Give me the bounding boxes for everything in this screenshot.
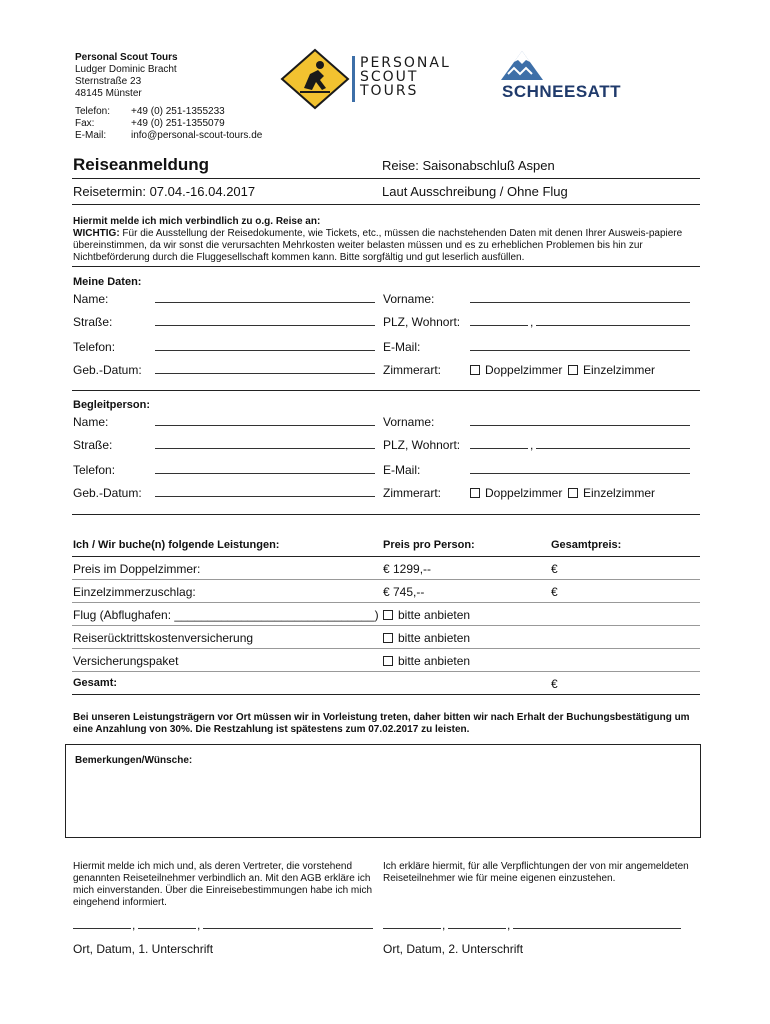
einzelzimmer-label: Einzelzimmer <box>583 363 656 377</box>
geb-datum-field[interactable] <box>155 373 375 374</box>
divider <box>72 694 700 695</box>
field-label-vorname: Vorname: <box>383 292 435 306</box>
divider <box>72 556 700 557</box>
einzelzimmer-label: Einzelzimmer <box>583 486 656 500</box>
field-label-strasse: Straße: <box>73 315 113 329</box>
begleit-wohnort-field[interactable] <box>536 448 690 449</box>
signature-right-caption: Ort, Datum, 2. Unterschrift <box>383 942 524 956</box>
gesamt-total: € <box>551 677 558 691</box>
leistung-total: € <box>551 562 558 576</box>
datum-field-2[interactable] <box>448 928 506 929</box>
einzelzimmer-checkbox[interactable] <box>568 363 655 377</box>
divider <box>72 204 700 205</box>
leistung-label-flug: Flug (Abflughafen: ______________________________) <box>73 608 379 622</box>
sig-separator: , <box>507 918 511 932</box>
mountain-icon <box>500 50 544 84</box>
paket-option-label: bitte anbieten <box>398 654 471 668</box>
versicherung-option-label: bitte anbieten <box>398 631 471 645</box>
contact-label: E-Mail: <box>75 130 107 141</box>
field-label-zimmerart: Zimmerart: <box>383 363 441 377</box>
ort-field-1[interactable] <box>73 928 131 929</box>
doppelzimmer-label: Doppelzimmer <box>485 363 563 377</box>
field-label-zimmerart: Zimmerart: <box>383 486 441 500</box>
field-label-plz: PLZ, Wohnort: <box>383 315 461 329</box>
field-label-strasse: Straße: <box>73 438 113 452</box>
divider <box>72 579 700 580</box>
leistung-label: Versicherungspaket <box>73 654 179 668</box>
name-field[interactable] <box>155 302 375 303</box>
field-label-email: E-Mail: <box>383 463 421 477</box>
signature-left-caption: Ort, Datum, 1. Unterschrift <box>73 942 214 956</box>
contact-label: Fax: <box>75 118 95 129</box>
contact-fax: +49 (0) 251-1355079 <box>131 118 225 129</box>
preis-heading: Preis pro Person: <box>383 539 475 551</box>
begleit-telefon-field[interactable] <box>155 473 375 474</box>
schneesatt-text: SCHNEESATT <box>502 82 621 101</box>
checkbox-icon[interactable] <box>568 488 578 498</box>
field-label-email: E-Mail: <box>383 340 421 354</box>
payment-note: Bei unseren Leistungsträgern vor Ort müssen wir in Vorleistung treten, daher bitten wir nach Erhalt der Buchungsbestätigung um eine Anzahlung von 30%. Die Restzahlung ist spätestens zum 07.02.2017 zu leisten. <box>73 712 690 735</box>
intro-line: Hiermit melde ich mich verbindlich zu o.g. Reise an: <box>73 216 321 227</box>
divider <box>72 514 700 515</box>
logo-text-3: TOURS <box>360 83 419 99</box>
plz-separator: , <box>530 438 534 452</box>
begleit-vorname-field[interactable] <box>470 425 690 426</box>
important-label: WICHTIG: <box>73 228 120 239</box>
scout-diamond-icon <box>280 48 350 110</box>
trip-name: Reise: Saisonabschluß Aspen <box>382 158 555 173</box>
paket-checkbox[interactable] <box>383 654 470 668</box>
remarks-box[interactable] <box>65 744 701 838</box>
gesamt-label: Gesamt: <box>73 677 118 689</box>
doppelzimmer-label: Doppelzimmer <box>485 486 563 500</box>
field-label-name: Name: <box>73 415 109 429</box>
important-text: Für die Ausstellung der Reisedokumente, wie Tickets, etc., müssen die nachstehenden Daten mit denen Ihrer Ausweis-papiere übereinstimmen, da wir sonst die verursachten Mehrkosten weiter belasten müssen und es zu erheblichen Problemen bis hin zur Nichtbeförderung durch die Fluggesellschaft kommen kann. Bitte sorgfältig und gut leserlich ausfüllen. <box>73 228 683 263</box>
checkbox-icon[interactable] <box>383 633 393 643</box>
signature-right-text: Ich erkläre hiermit, für alle Verpflichtungen der von mir angemeldeten Reiseteilnehmer wie für meine eigenen einzustehen. <box>383 861 689 884</box>
sig-separator: , <box>132 918 136 932</box>
contact-label: Telefon: <box>75 106 111 117</box>
plz-field[interactable] <box>470 325 528 326</box>
divider <box>72 602 700 603</box>
section-heading-begleitperson: Begleitperson: <box>73 399 151 411</box>
divider <box>72 671 700 672</box>
leistung-label: Einzelzimmerzuschlag: <box>73 585 196 599</box>
contact-phone: +49 (0) 251-1355233 <box>131 106 225 117</box>
divider <box>72 648 700 649</box>
wohnort-field[interactable] <box>536 325 690 326</box>
checkbox-icon[interactable] <box>383 656 393 666</box>
plz-separator: , <box>530 315 534 329</box>
contact-email: info@personal-scout-tours.de <box>131 130 263 141</box>
leistung-total: € <box>551 585 558 599</box>
begleit-einzelzimmer-checkbox[interactable] <box>568 486 655 500</box>
checkbox-icon[interactable] <box>568 365 578 375</box>
flug-option-label: bitte anbieten <box>398 608 471 622</box>
begleit-email-field[interactable] <box>470 473 690 474</box>
trip-note: Laut Ausschreibung / Ohne Flug <box>382 184 568 199</box>
doppelzimmer-checkbox[interactable] <box>470 363 562 377</box>
strasse-field[interactable] <box>155 325 375 326</box>
begleit-strasse-field[interactable] <box>155 448 375 449</box>
field-label-plz: PLZ, Wohnort: <box>383 438 461 452</box>
begleit-geb-datum-field[interactable] <box>155 496 375 497</box>
versicherung-checkbox[interactable] <box>383 631 470 645</box>
begleit-plz-field[interactable] <box>470 448 528 449</box>
checkbox-icon[interactable] <box>470 365 480 375</box>
leistung-label: Preis im Doppelzimmer: <box>73 562 201 576</box>
ort-field-2[interactable] <box>383 928 441 929</box>
flug-checkbox[interactable] <box>383 608 470 622</box>
trip-date: Reisetermin: 07.04.-16.04.2017 <box>73 184 256 199</box>
company-city: 48145 Münster <box>75 88 142 99</box>
sig-separator: , <box>197 918 201 932</box>
personal-scout-tours-logo <box>280 48 480 110</box>
company-block <box>75 52 178 100</box>
divider <box>72 625 700 626</box>
field-label-geb: Geb.-Datum: <box>73 363 142 377</box>
field-label-geb: Geb.-Datum: <box>73 486 142 500</box>
company-contacts <box>75 106 262 142</box>
gesamtpreis-heading: Gesamtpreis: <box>551 539 622 551</box>
unterschrift-field-2[interactable] <box>513 928 681 929</box>
leistung-price: € 745,-- <box>383 585 425 599</box>
field-label-vorname: Vorname: <box>383 415 435 429</box>
field-label-telefon: Telefon: <box>73 463 116 477</box>
email-field[interactable] <box>470 350 690 351</box>
unterschrift-field-1[interactable] <box>203 928 373 929</box>
logo-text-1: PERSONAL <box>360 55 451 71</box>
field-label-name: Name: <box>73 292 109 306</box>
leistungen-heading: Ich / Wir buche(n) folgende Leistungen: <box>73 539 280 551</box>
intro-important <box>73 228 693 264</box>
remarks-heading: Bemerkungen/Wünsche: <box>75 755 193 766</box>
divider <box>72 178 700 179</box>
company-name: Personal Scout Tours <box>75 52 178 63</box>
section-heading-meine-daten: Meine Daten: <box>73 276 142 288</box>
leistung-price: € 1299,-- <box>383 562 432 576</box>
signature-left-text: Hiermit melde ich mich und, als deren Vertreter, die vorstehend genannten Reiseteilnehmer verbindlich an. Mit den AGB erkläre ich mich einverstanden. Über die Einreisebestimmungen habe ich mich eingehend informiert. <box>73 861 373 908</box>
sig-separator: , <box>442 918 446 932</box>
divider <box>72 266 700 267</box>
begleit-doppelzimmer-checkbox[interactable] <box>470 486 562 500</box>
checkbox-icon[interactable] <box>383 610 393 620</box>
logo-text-2: SCOUT <box>360 69 419 85</box>
company-person: Ludger Dominic Bracht <box>75 64 177 75</box>
leistung-label: Reiserücktrittskostenversicherung <box>73 631 254 645</box>
schneesatt-logo <box>500 50 640 102</box>
divider <box>72 390 700 391</box>
page-title: Reiseanmeldung <box>73 155 210 174</box>
checkbox-icon[interactable] <box>470 488 480 498</box>
field-label-telefon: Telefon: <box>73 340 116 354</box>
begleit-name-field[interactable] <box>155 425 375 426</box>
company-street: Sternstraße 23 <box>75 76 142 87</box>
vorname-field[interactable] <box>470 302 690 303</box>
telefon-field[interactable] <box>155 350 375 351</box>
datum-field-1[interactable] <box>138 928 196 929</box>
